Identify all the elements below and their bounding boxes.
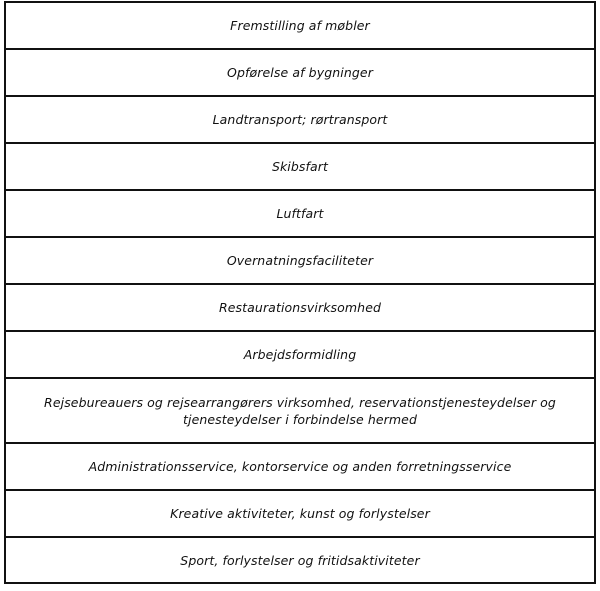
- row-label: Skibsfart: [271, 159, 329, 174]
- table-row: [4, 379, 596, 444]
- table-row: [4, 50, 596, 97]
- row-label: Opførelse af bygninger: [227, 65, 373, 80]
- table-row: [4, 444, 596, 491]
- row-label: Arbejdsformidling: [243, 347, 357, 362]
- activity-table: [4, 1, 596, 589]
- row-label: Restaurationsvirksomhed: [218, 300, 382, 315]
- row-label: Fremstilling af møbler: [230, 18, 370, 33]
- row-label: Landtransport; rørtransport: [212, 112, 388, 127]
- table-row: [4, 97, 596, 144]
- row-label: Overnatningsfaciliteter: [226, 253, 374, 268]
- table-row: [4, 538, 596, 584]
- row-label: Administrationsservice, kontorservice og anden forretningsservice: [88, 459, 512, 474]
- table-row: [4, 332, 596, 379]
- row-label: Rejsebureauers og rejsearrangørers virksomhed, reservationstjenesteydelser og tjenesteydelser i forbindelse hermed: [44, 394, 556, 427]
- table-row: [4, 238, 596, 285]
- row-label: Luftfart: [276, 206, 324, 221]
- row-label: Sport, forlystelser og fritidsaktiviteter: [180, 552, 420, 568]
- table-row: [4, 491, 596, 538]
- table-row: [4, 3, 596, 50]
- row-label: Kreative aktiviteter, kunst og forlystelser: [170, 506, 430, 521]
- table-row: [4, 191, 596, 238]
- table-row: [4, 285, 596, 332]
- table-row: [4, 144, 596, 191]
